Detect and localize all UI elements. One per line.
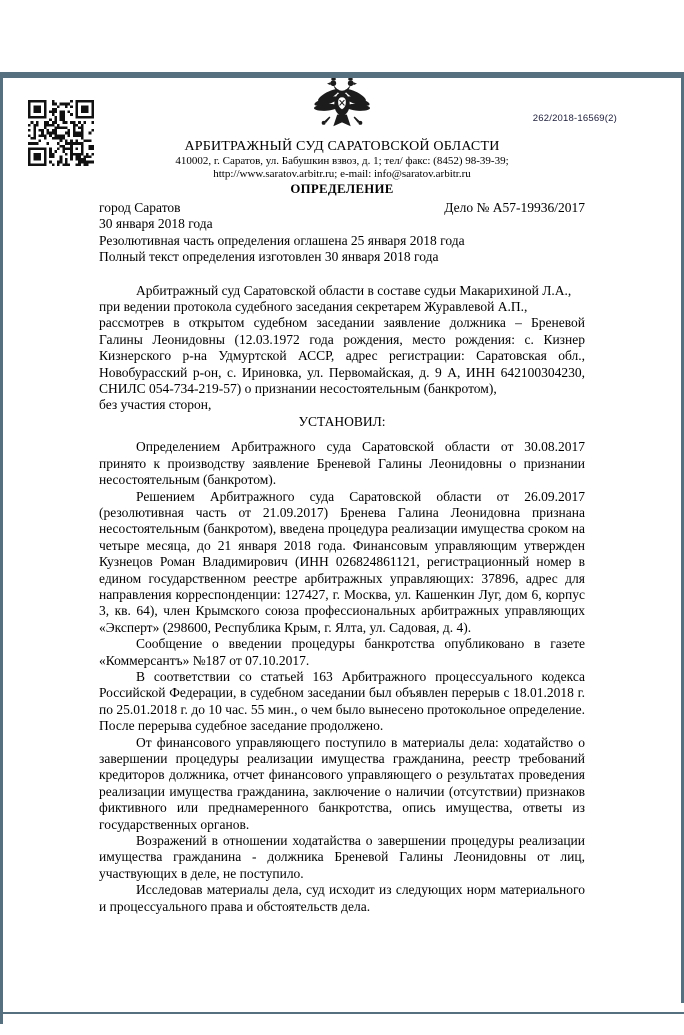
decision-date: 30 января 2018 года [99,216,213,232]
case-meta [99,200,585,266]
full-text-line: Полный текст определения изготовлен 30 января 2018 года [99,249,439,265]
qr-code [28,100,94,166]
case-number: Дело № А57-19936/2017 [444,200,585,215]
court-contacts: http://www.saratov.arbitr.ru; e-mail: info@saratov.arbitr.ru [213,167,471,180]
intro-block [99,283,585,414]
resolutive-part-line: Резолютивная часть определения оглашена 25 января 2018 года [99,232,465,248]
paragraph: В соответствии со статьей 163 Арбитражного процессуального кодекса Российской Федерации, в судебном заседании был объявлен перерыв с 18.01.2018 г. по 25.01.2018 г. до 10 час. 55 мин., о чем было вынесено протокольное определение. После перерыва судебное заседание продолжено. [99,668,585,734]
paragraph: Исследовав материалы дела, суд исходит из следующих норм материального и процессуального права и обстоятельств дела. [99,882,585,914]
russian-coat-of-arms-icon [313,72,371,135]
city: город Саратов [99,200,181,215]
viewer-frame-left [0,72,3,1024]
paragraph: Сообщение о введении процедуры банкротства опубликовано в газете «Коммерсантъ» №187 от 07.10.2017. [99,636,585,668]
document-number: 262/2018-16569(2) [532,113,617,124]
intro-line-court: Арбитражный суд Саратовской области в составе судьи Макарихиной Л.А., [136,282,572,298]
paragraph: Возражений в отношении ходатайства о завершении процедуры реализации имущества гражданина - должника Бреневой Галины Леонидовны от лиц, участвующих в деле, не поступило. [99,833,585,881]
intro-line-debtor: рассмотрев в открытом судебном заседании заявление должника – Бреневой Галины Леонидовны (12.03.1972 года рождения, место рождения: с. Кизнер Кизнерского р-на Удмуртской АССР, адрес регистрации: Саратовская обл., Новобурасский р-он, с. Ириновка, ул. Первомайская, д. 9 А, ИНН 642100304230, СНИЛС 054-734-219-57) о признании несостоятельным (банкротом), [99,315,585,397]
paragraph: Определением Арбитражного суда Саратовской области от 30.08.2017 принято к производству заявление Бреневой Галины Леонидовны о признании несостоятельным (банкротом). [99,439,585,488]
intro-line-secretary: при ведении протокола судебного заседания секретарем Журавлевой А.П., [99,299,528,315]
document-type-heading: ОПРЕДЕЛЕНИЕ [290,182,394,196]
court-address: 410002, г. Саратов, ул. Бабушкин взвоз, д. 1; тел/ факс: (8452) 98-39-39; [175,155,509,167]
intro-line-parties: без участия сторон, [99,397,212,413]
court-name: АРБИТРАЖНЫЙ СУД САРАТОВСКОЙ ОБЛАСТИ [184,139,500,154]
document-body [99,439,585,915]
paragraph: Решением Арбитражного суда Саратовской области от 26.09.2017 (резолютивная часть от 21.09.2017) Бренева Галина Леонидовна признана несостоятельным (банкротом), введена процедура реализации имущества сроком на четыре месяца, до 21 января 2018 года. Финансовым управляющим утвержден Кузнецов Роман Владимирович (ИНН 026824861121, регистрационный номер в едином государственном реестре арбитражных управляющих: 37896, адрес для направления корреспонденции: 127427, г. Москва, ул. Кашенкин Луг, дом 6, корпус 3, кв. 64), член Крымского союза профессиональных арбитражных управляющих «Эксперт» (298600, Республика Крым, г. Ялта, ул. Садовая, д. 4). [99,488,585,635]
viewer-frame-bottom [0,1012,684,1014]
paragraph: От финансового управляющего поступило в материалы дела: ходатайство о завершении процедуры реализации имущества гражданина, реестр требований кредиторов должника, отчет финансового управляющего о результатах проведения реализации имущества гражданина, заключение о наличии (отсутствии) признаков фиктивного или преднамеренного банкротства, опись имущества, ответы из государственных органов. [99,734,585,832]
section-heading-ustanovil: УСТАНОВИЛ: [298,413,386,429]
viewer-frame-top [0,72,684,78]
